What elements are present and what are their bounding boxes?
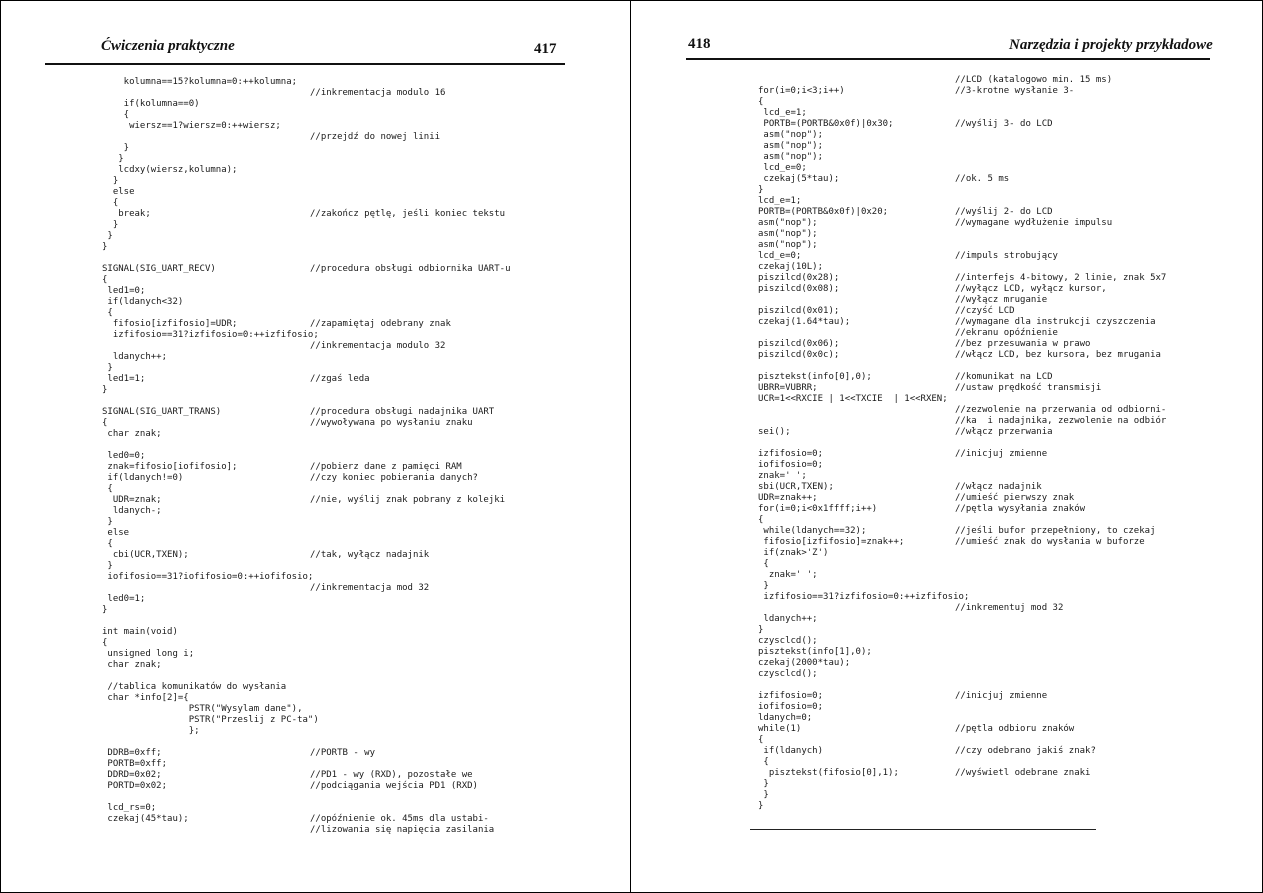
code-comment: //komunikat na LCD	[955, 372, 1053, 382]
page-gutter-divider	[630, 0, 631, 893]
code-text: kolumna==15?kolumna=0:++kolumna;	[102, 77, 298, 87]
code-text: {	[758, 559, 769, 569]
code-comment: //zgaś leda	[310, 374, 370, 384]
code-text: UDR=znak++;	[758, 493, 818, 503]
code-text: cbi(UCR,TXEN);	[102, 550, 189, 560]
code-comment: //ok. 5 ms	[955, 174, 1010, 184]
code-text: UCR=1<<RXCIE | 1<<TXCIE | 1<<RXEN;	[758, 394, 948, 404]
code-text: DDRB=0xff;	[102, 748, 162, 758]
code-comment: //nie, wyślij znak pobrany z kolejki	[310, 495, 506, 505]
code-text: asm("nop");	[758, 141, 824, 151]
code-text: UBRR=VUBRR;	[758, 383, 818, 393]
code-text: piszilcd(0x08);	[758, 284, 840, 294]
code-text: for(i=0;i<0x1ffff;i++)	[758, 504, 878, 514]
code-text: SIGNAL(SIG_UART_TRANS)	[102, 407, 222, 417]
code-comment: //czy koniec pobierania danych?	[310, 473, 478, 483]
code-comment: //inicjuj zmienne	[955, 449, 1048, 459]
code-text: if(kolumna==0)	[102, 99, 200, 109]
code-text: czysclcd();	[758, 636, 818, 646]
code-comment: //wymagane dla instrukcji czyszczenia	[955, 317, 1156, 327]
code-comment: //procedura obsługi odbiornika UART-u	[310, 264, 511, 274]
code-text: asm("nop");	[758, 152, 824, 162]
code-text: {	[758, 97, 764, 107]
code-text: DDRD=0x02;	[102, 770, 162, 780]
code-text: PSTR("Przeslij z PC-ta")	[102, 715, 319, 725]
code-text: char znak;	[102, 429, 162, 439]
code-text: czekaj(2000*tau);	[758, 658, 851, 668]
code-text: {	[102, 418, 108, 428]
code-comment: //bez przesuwania w prawo	[955, 339, 1091, 349]
code-text: czekaj(1.64*tau);	[758, 317, 851, 327]
code-text: //tablica komunikatów do wysłania	[102, 682, 287, 692]
code-comment: //wyłącz mruganie	[955, 295, 1048, 305]
code-text: lcd_e=0;	[758, 163, 807, 173]
code-text: {	[758, 757, 769, 767]
code-text: iofifosio=0;	[758, 460, 824, 470]
code-comment: //włącz przerwania	[955, 427, 1053, 437]
code-text: led0=0;	[102, 451, 146, 461]
code-comment: //inkrementacja mod 32	[310, 583, 430, 593]
code-comment: //tak, wyłącz nadajnik	[310, 550, 430, 560]
code-comment: //impuls strobujący	[955, 251, 1058, 261]
code-comment: //zapamiętaj odebrany znak	[310, 319, 451, 329]
code-comment: //ka i nadajnika, zezwolenie na odbiór	[955, 416, 1167, 426]
code-text: czekaj(5*tau);	[758, 174, 840, 184]
code-comment: //zezwolenie na przerwania od odbiorni-	[955, 405, 1167, 415]
code-text: ldanych++;	[102, 352, 168, 362]
code-comment: //PD1 - wy (RXD), pozostałe we	[310, 770, 473, 780]
code-comment: //włącz LCD, bez kursora, bez mrugania	[955, 350, 1161, 360]
code-comment: //czy odebrano jakiś znak?	[955, 746, 1096, 756]
code-text: if(znak>'Z')	[758, 548, 829, 558]
code-text: {	[758, 515, 764, 525]
code-text: while(1)	[758, 724, 802, 734]
code-comment: //ustaw prędkość transmisji	[955, 383, 1102, 393]
code-text: char znak;	[102, 660, 162, 670]
code-text: asm("nop");	[758, 130, 824, 140]
code-text: ldanych++;	[758, 614, 818, 624]
header-rule-left	[45, 63, 565, 65]
code-text: lcd_e=1;	[758, 108, 807, 118]
code-text: czekaj(45*tau);	[102, 814, 189, 824]
code-comment: //pobierz dane z pamięci RAM	[310, 462, 462, 472]
code-text: PORTB=(PORTB&0x0f)|0x30;	[758, 119, 894, 129]
code-comment: //interfejs 4-bitowy, 2 linie, znak 5x7	[955, 273, 1167, 283]
code-text: }	[102, 220, 119, 230]
code-text: if(ldanych!=0)	[102, 473, 184, 483]
code-text: iofifosio==31?iofifosio=0:++iofifosio;	[102, 572, 314, 582]
code-text: lcd_rs=0;	[102, 803, 157, 813]
code-text: izfifosio=0;	[758, 691, 824, 701]
page-number-left: 417	[534, 41, 557, 57]
code-text: piszilcd(0x01);	[758, 306, 840, 316]
code-text: pisztekst(fifosio[0],1);	[758, 768, 899, 778]
code-text: {	[102, 484, 113, 494]
code-text: izfifosio==31?izfifosio=0:++izfifosio;	[102, 330, 319, 340]
code-text: }	[758, 185, 764, 195]
code-comment: //procedura obsługi nadajnika UART	[310, 407, 495, 417]
code-comment: //wyślij 3- do LCD	[955, 119, 1053, 129]
code-comment: //ekranu opóźnienie	[955, 328, 1058, 338]
code-text: pisztekst(info[1],0);	[758, 647, 872, 657]
code-text: PORTB=0xff;	[102, 759, 168, 769]
code-text: znak=' ';	[758, 471, 807, 481]
code-text: izfifosio==31?izfifosio=0:++izfifosio;	[758, 592, 970, 602]
code-comment: //opóźnienie ok. 45ms dla ustabi-	[310, 814, 489, 824]
code-text: }	[102, 363, 113, 373]
code-text: {	[102, 539, 113, 549]
code-text: ldanych-;	[102, 506, 162, 516]
code-comment: //lizowania się napięcia zasilania	[310, 825, 495, 835]
code-text: };	[102, 726, 200, 736]
page-number-right: 418	[688, 36, 711, 52]
code-text: int main(void)	[102, 627, 178, 637]
code-text: if(ldanych)	[758, 746, 824, 756]
code-text: {	[102, 308, 113, 318]
code-text: }	[102, 231, 113, 241]
code-comment: //wywoływana po wysłaniu znaku	[310, 418, 473, 428]
code-comment: //umieść znak do wysłania w buforze	[955, 537, 1145, 547]
code-text: }	[102, 242, 108, 252]
code-comment: //inicjuj zmienne	[955, 691, 1048, 701]
code-text: }	[758, 779, 769, 789]
code-text: }	[102, 517, 113, 527]
code-text: }	[758, 625, 764, 635]
code-text: asm("nop");	[758, 240, 818, 250]
code-comment: //PORTB - wy	[310, 748, 376, 758]
code-text: sbi(UCR,TXEN);	[758, 482, 834, 492]
code-text: czekaj(10L);	[758, 262, 824, 272]
code-text: lcd_e=0;	[758, 251, 802, 261]
right-page	[632, 1, 1261, 892]
code-text: {	[102, 638, 108, 648]
code-text: {	[102, 110, 130, 120]
code-text: for(i=0;i<3;i++)	[758, 86, 845, 96]
code-comment: //wyłącz LCD, wyłącz kursor,	[955, 284, 1107, 294]
code-text: unsigned long i;	[102, 649, 195, 659]
code-comment: //podciągania wejścia PD1 (RXD)	[310, 781, 478, 791]
code-text: sei();	[758, 427, 791, 437]
code-text: }	[758, 790, 769, 800]
code-text: ldanych=0;	[758, 713, 813, 723]
code-text: char *info[2]={	[102, 693, 189, 703]
code-text: {	[102, 198, 119, 208]
code-text: lcd_e=1;	[758, 196, 802, 206]
code-text: czysclcd();	[758, 669, 818, 679]
code-text: {	[102, 275, 108, 285]
code-comment: //zakończ pętlę, jeśli koniec tekstu	[310, 209, 506, 219]
code-text: }	[758, 801, 764, 811]
code-comment: //pętla wysyłania znaków	[955, 504, 1086, 514]
code-text: wiersz==1?wiersz=0:++wiersz;	[102, 121, 281, 131]
code-text: }	[102, 561, 113, 571]
code-comment: //inkrementuj mod 32	[955, 603, 1064, 613]
code-comment: //pętla odbioru znaków	[955, 724, 1075, 734]
running-title-left: Ćwiczenia praktyczne	[101, 38, 235, 54]
code-comment: //wymagane wydłużenie impulsu	[955, 218, 1113, 228]
code-text: {	[758, 735, 764, 745]
running-title-right: Narzędzia i projekty przykładowe	[1009, 37, 1213, 53]
code-text: piszilcd(0x0c);	[758, 350, 840, 360]
code-text: PORTD=0x02;	[102, 781, 168, 791]
code-text: fifosio[izfifosio]=UDR;	[102, 319, 238, 329]
code-text: else	[102, 187, 135, 197]
code-text: }	[102, 385, 108, 395]
code-comment: //LCD (katalogowo min. 15 ms)	[955, 75, 1113, 85]
code-text: break;	[102, 209, 151, 219]
code-text: znak=fifosio[iofifosio];	[102, 462, 238, 472]
code-text: SIGNAL(SIG_UART_RECV)	[102, 264, 216, 274]
code-comment: //wyświetl odebrane znaki	[955, 768, 1091, 778]
code-comment: //jeśli bufor przepełniony, to czekaj	[955, 526, 1156, 536]
code-text: asm("nop");	[758, 229, 818, 239]
code-text: pisztekst(info[0],0);	[758, 372, 872, 382]
code-comment: //umieść pierwszy znak	[955, 493, 1075, 503]
code-text: }	[758, 581, 769, 591]
code-text: piszilcd(0x06);	[758, 339, 840, 349]
code-text: led0=1;	[102, 594, 146, 604]
code-comment: //inkrementacja modulo 16	[310, 88, 446, 98]
header-rule-right	[686, 58, 1210, 60]
left-page	[1, 1, 629, 892]
code-text: znak=' ';	[758, 570, 818, 580]
code-text: fifosio[izfifosio]=znak++;	[758, 537, 905, 547]
code-text: else	[102, 528, 130, 538]
code-comment: //włącz nadajnik	[955, 482, 1042, 492]
code-text: while(ldanych==32);	[758, 526, 867, 536]
code-text: PORTB=(PORTB&0x0f)|0x20;	[758, 207, 889, 217]
code-text: iofifosio=0;	[758, 702, 824, 712]
code-text: }	[102, 605, 108, 615]
code-text: PSTR("Wysylam dane"),	[102, 704, 303, 714]
code-text: asm("nop");	[758, 218, 818, 228]
code-text: if(ldanych<32)	[102, 297, 184, 307]
code-text: izfifosio=0;	[758, 449, 824, 459]
code-text: UDR=znak;	[102, 495, 162, 505]
code-text: lcdxy(wiersz,kolumna);	[102, 165, 238, 175]
listing-end-rule	[750, 829, 1096, 830]
code-comment: //wyślij 2- do LCD	[955, 207, 1053, 217]
code-text: piszilcd(0x28);	[758, 273, 840, 283]
code-text: led1=1;	[102, 374, 146, 384]
code-comment: //3-krotne wysłanie 3-	[955, 86, 1075, 96]
code-comment: //inkrementacja modulo 32	[310, 341, 446, 351]
code-text: led1=0;	[102, 286, 146, 296]
code-text: }	[102, 154, 124, 164]
code-comment: //czyść LCD	[955, 306, 1015, 316]
code-text: }	[102, 143, 130, 153]
code-text: }	[102, 176, 119, 186]
code-comment: //przejdź do nowej linii	[310, 132, 441, 142]
